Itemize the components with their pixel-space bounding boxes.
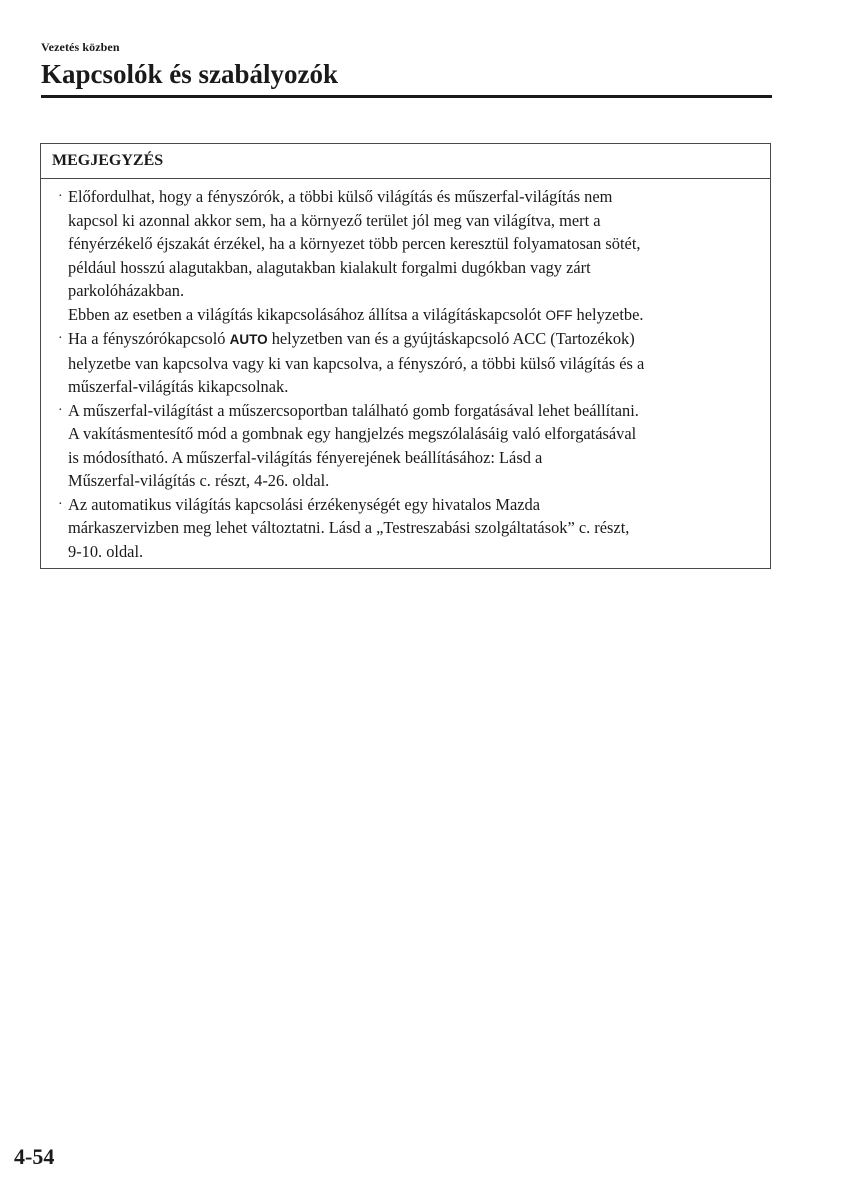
note-line: Műszerfal-világítás c. részt, 4-26. oldal. <box>68 471 330 490</box>
note-text: Ebben az esetben a világítás kikapcsolásához állítsa a világításkapcsolót <box>68 304 546 324</box>
note-line: műszerfal-világítás kikapcsolnak. <box>68 377 289 396</box>
note-text: Ha a fényszórókapcsoló <box>68 329 230 348</box>
note-text: helyzetbe. <box>572 304 644 324</box>
note-line: kapcsol ki azonnal akkor sem, ha a környező terület jól meg van világítva, mert a <box>68 210 601 230</box>
note-box <box>40 143 771 569</box>
bullet-icon: · <box>58 331 63 346</box>
note-text: helyzetben van és a gyújtáskapcsoló ACC (Tartozékok) <box>267 329 635 348</box>
note-line: Előfordulhat, hogy a fényszórók, a többi külső világítás és műszerfal-világítás nem <box>68 187 613 206</box>
note-line: Az automatikus világítás kapcsolási érzékenységét egy hivatalos Mazda <box>68 494 540 514</box>
off-switch-symbol: OFF <box>545 307 573 323</box>
note-body <box>41 179 770 568</box>
note-line: márkaszervizben meg lehet változtatni. Lásd a „Testreszabási szolgáltatások” c. részt, <box>68 518 630 537</box>
note-line: parkolóházakban. <box>68 281 185 300</box>
page-number: 4-54 <box>14 1144 55 1169</box>
note-line: A műszerfal-világítást a műszercsoportban található gomb forgatásával lehet beállítani. <box>68 400 639 420</box>
note-line <box>68 303 762 328</box>
section-label: Vezetés közben <box>41 40 120 54</box>
note-line: 9-10. oldal. <box>68 541 144 561</box>
note-item <box>58 399 762 493</box>
note-line: A vakításmentesítő mód a gombnak egy hangjelzés megszólalásáig való elforgatásával <box>68 424 637 443</box>
bullet-icon: · <box>58 402 63 418</box>
note-line: például hosszú alagutakban, alagutakban kialakult forgalmi dugókban vagy zárt <box>68 257 591 277</box>
note-line: fényérzékelő éjszakát érzékel, ha a környezet több percen keresztül folyamatosan sötét, <box>68 234 641 253</box>
note-line <box>68 327 762 352</box>
note-heading: MEGJEGYZÉS <box>41 144 770 179</box>
note-item <box>58 185 762 327</box>
title-divider <box>41 95 772 98</box>
auto-switch-symbol: AUTO <box>229 332 268 347</box>
page-title: Kapcsolók és szabályozók <box>41 59 339 89</box>
bullet-icon: · <box>58 496 63 512</box>
bullet-icon: · <box>58 189 63 204</box>
note-line: helyzetbe van kapcsolva vagy ki van kapcsolva, a fényszóró, a többi külső világítás és a <box>68 353 645 373</box>
note-item <box>58 493 762 564</box>
note-item <box>58 327 762 399</box>
note-line: is módosítható. A műszerfal-világítás fényerejének beállításához: Lásd a <box>68 447 543 467</box>
